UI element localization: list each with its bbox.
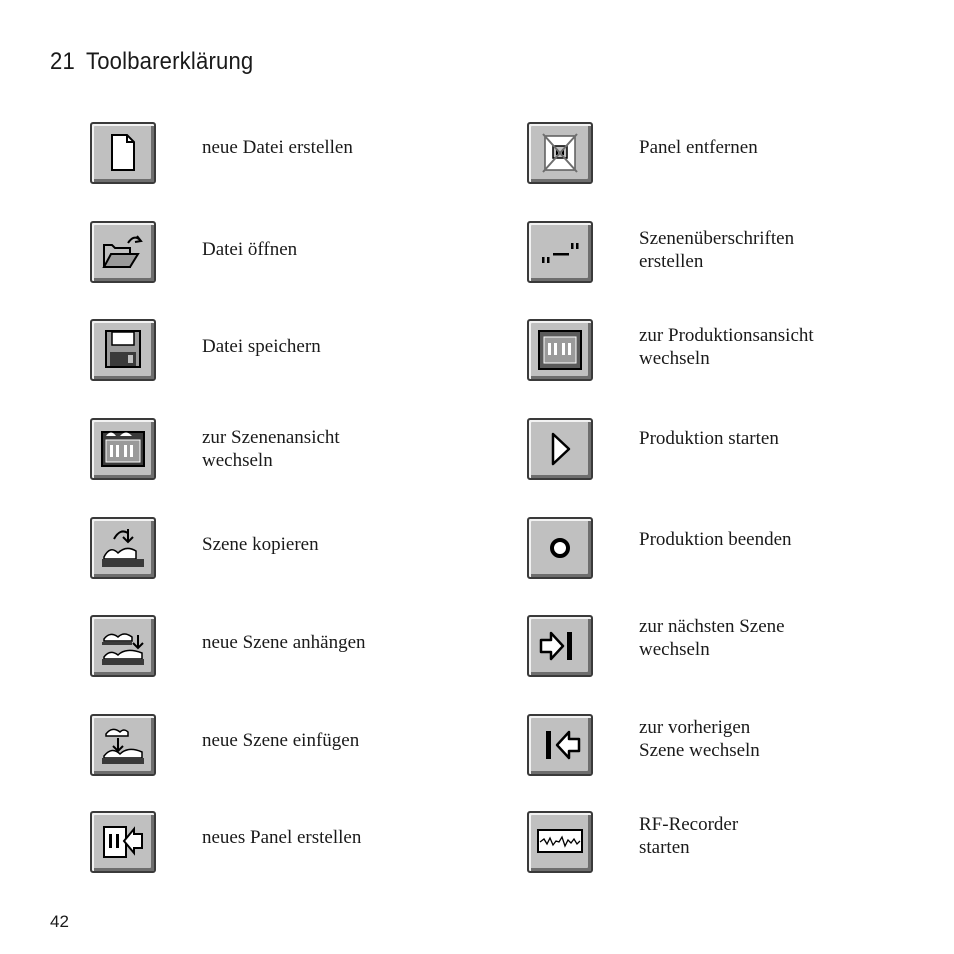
- floppy-disk-icon: [92, 321, 154, 379]
- label-append-scene: neue Szene anhängen: [202, 632, 366, 653]
- next-scene-icon: [529, 617, 591, 675]
- label-next-scene: zur nächsten Szene wechseln: [639, 616, 785, 660]
- stop-production-button[interactable]: [527, 517, 593, 579]
- remove-panel-icon: [529, 124, 591, 182]
- label-stop-production: Produktion beenden: [639, 529, 792, 550]
- scene-view-icon: [92, 420, 154, 478]
- new-panel-icon: [92, 813, 154, 871]
- label-new-file: neue Datei erstellen: [202, 137, 353, 158]
- new-file-button[interactable]: [90, 122, 156, 184]
- open-folder-icon: [92, 223, 154, 281]
- stop-icon: [529, 519, 591, 577]
- production-view-icon: [529, 321, 591, 379]
- play-icon: [529, 420, 591, 478]
- chapter-number: 21: [50, 48, 75, 75]
- label-scene-headings: Szenenüberschriften erstellen: [639, 228, 795, 272]
- append-scene-button[interactable]: [90, 615, 156, 677]
- label-scene-view: zur Szenenansicht wechseln: [202, 427, 340, 471]
- scene-headings-button[interactable]: [527, 221, 593, 283]
- production-view-button[interactable]: [527, 319, 593, 381]
- scene-view-button[interactable]: [90, 418, 156, 480]
- remove-panel-button[interactable]: [527, 122, 593, 184]
- new-file-icon: [92, 124, 154, 182]
- rf-recorder-icon: [529, 813, 591, 871]
- label-remove-panel: Panel entfernen: [639, 137, 758, 158]
- append-scene-icon: [92, 617, 154, 675]
- label-open-file: Datei öffnen: [202, 239, 298, 260]
- previous-scene-button[interactable]: [527, 714, 593, 776]
- copy-scene-icon: [92, 519, 154, 577]
- rf-recorder-button[interactable]: [527, 811, 593, 873]
- save-file-button[interactable]: [90, 319, 156, 381]
- scene-headings-icon: [529, 223, 591, 281]
- label-copy-scene: Szene kopieren: [202, 534, 319, 555]
- previous-scene-icon: [529, 716, 591, 774]
- copy-scene-button[interactable]: [90, 517, 156, 579]
- page-number: 42: [50, 912, 69, 931]
- next-scene-button[interactable]: [527, 615, 593, 677]
- label-save-file: Datei speichern: [202, 336, 321, 357]
- insert-scene-button[interactable]: [90, 714, 156, 776]
- label-insert-scene: neue Szene einfügen: [202, 730, 360, 751]
- label-new-panel: neues Panel erstellen: [202, 827, 362, 848]
- label-rf-recorder: RF-Recorder starten: [639, 814, 739, 858]
- new-panel-button[interactable]: [90, 811, 156, 873]
- label-start-production: Produktion starten: [639, 428, 779, 449]
- start-production-button[interactable]: [527, 418, 593, 480]
- label-production-view: zur Produktionsansicht wechseln: [639, 325, 814, 369]
- open-file-button[interactable]: [90, 221, 156, 283]
- page-heading: [50, 48, 253, 76]
- chapter-title: Toolbarerklärung: [85, 48, 254, 75]
- label-previous-scene: zur vorherigen Szene wechseln: [639, 717, 760, 761]
- insert-scene-icon: [92, 716, 154, 774]
